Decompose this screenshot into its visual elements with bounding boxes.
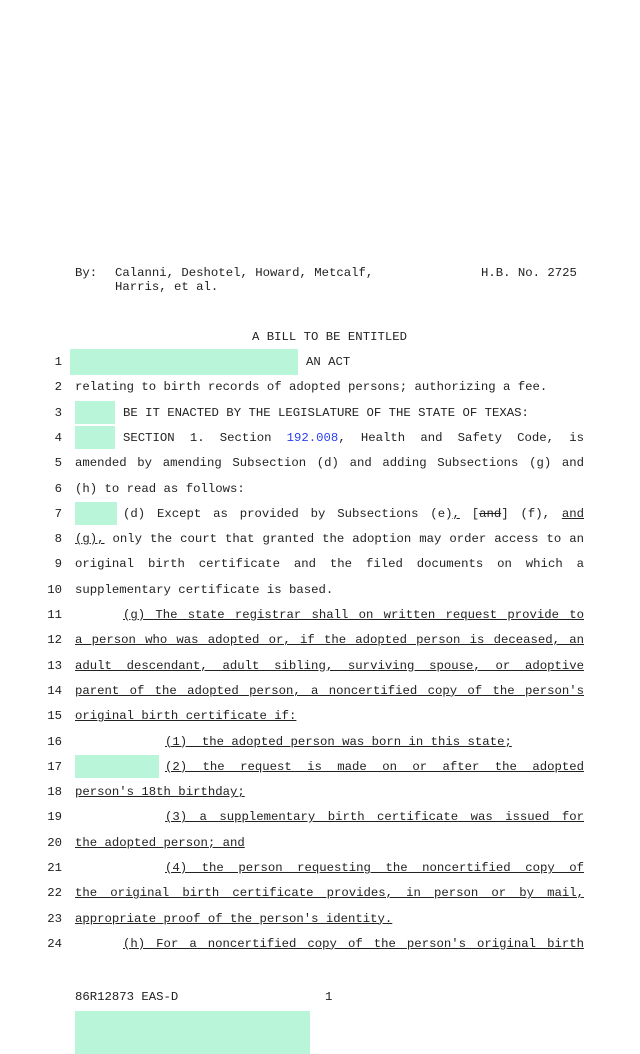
inserted-text: parent of the adopted person, a noncertified copy of the person's — [75, 683, 584, 698]
line-number: 4 — [54, 430, 62, 445]
text-line — [165, 810, 584, 826]
inserted-text: person's 18th birthday; — [75, 785, 245, 800]
page-number: 1 — [325, 990, 333, 1004]
line-number: 10 — [47, 582, 62, 597]
line-number: 9 — [54, 557, 62, 572]
authors-line-2: Harris, et al. — [115, 280, 219, 294]
text-segment: , Health and Safety Code, is — [338, 430, 584, 445]
line-number: 14 — [47, 683, 62, 698]
text-line — [75, 532, 584, 548]
text-segment: ] (f), — [501, 506, 562, 521]
code-section-link[interactable]: 192.008 — [286, 430, 339, 445]
text-line — [75, 709, 584, 725]
inserted-text: appropriate proof of the person's identity. — [75, 911, 393, 926]
text-line — [75, 886, 584, 902]
text-line — [123, 431, 584, 447]
line-number: 22 — [47, 886, 62, 901]
inserted-text: adult descendant, adult sibling, surviving spouse, or adoptive — [75, 658, 584, 673]
struck-text: and — [479, 506, 502, 521]
inserted-text: (4) the person requesting the noncertified copy of — [165, 861, 584, 875]
highlight — [75, 401, 115, 424]
text-line — [75, 836, 584, 852]
line-number: 12 — [47, 633, 62, 648]
text-segment: (d) Except as provided by Subsections (e) — [123, 506, 453, 521]
line-number: 3 — [54, 405, 62, 420]
line-number: 8 — [54, 532, 62, 547]
line-number: 23 — [47, 911, 62, 926]
inserted-text: (3) a supplementary birth certificate was issued for — [165, 810, 584, 825]
text-line — [75, 557, 584, 573]
text-line — [75, 785, 584, 801]
inserted-text: (g), — [75, 532, 105, 547]
document-id: 86R12873 EAS-D — [75, 990, 179, 1004]
line-number: 21 — [47, 861, 62, 875]
inserted-text: (2) the request is made on or after the adopted — [165, 759, 584, 774]
inserted-text: original birth certificate if: — [75, 709, 297, 724]
line-number: 15 — [47, 709, 62, 724]
line-number: 6 — [54, 481, 62, 496]
inserted-text: a person who was adopted or, if the adopted person is deceased, an — [75, 633, 584, 648]
line-number: 17 — [47, 759, 62, 774]
highlight — [75, 502, 117, 525]
inserted-text: (g) The state registrar shall on written request provide to — [123, 608, 584, 622]
text-line — [75, 684, 584, 700]
text-segment: BE IT ENACTED BY THE LEGISLATURE OF THE STATE OF TEXAS: — [123, 405, 529, 420]
text-line — [306, 355, 584, 371]
line-number: 18 — [47, 785, 62, 800]
line-number: 5 — [54, 456, 62, 471]
text-line — [123, 406, 584, 422]
bill-number: H.B. No. 2725 — [481, 266, 577, 280]
line-number: 20 — [47, 835, 62, 850]
text-line — [75, 633, 584, 649]
line-number: 11 — [47, 608, 62, 622]
text-line — [123, 937, 584, 953]
highlight — [75, 426, 115, 449]
line-number: 7 — [54, 506, 62, 521]
line-number: 19 — [47, 810, 62, 825]
inserted-text: , — [452, 506, 460, 521]
bill-title: A BILL TO BE ENTITLED — [252, 330, 407, 344]
text-line — [75, 912, 584, 928]
text-line — [75, 659, 584, 675]
text-segment: supplementary certificate is based. — [75, 582, 334, 597]
text-segment: (h) to read as follows: — [75, 481, 245, 496]
text-line — [75, 456, 584, 472]
text-segment: only the court that granted the adoption may order access to an — [104, 532, 584, 547]
inserted-text: the adopted person; and — [75, 835, 245, 850]
text-line — [75, 482, 584, 498]
inserted-text: (1) the adopted person was born in this state; — [165, 734, 512, 749]
text-line — [75, 380, 584, 396]
highlight — [75, 1011, 310, 1054]
authors-line-1: Calanni, Deshotel, Howard, Metcalf, — [115, 266, 374, 280]
by-label: By: — [75, 266, 98, 280]
line-number: 16 — [47, 734, 62, 749]
highlight — [70, 349, 298, 375]
text-segment: SECTION 1. Section — [123, 430, 287, 445]
text-segment: amended by amending Subsection (d) and adding Subsections (g) and — [75, 456, 584, 471]
inserted-text: (h) For a noncertified copy of the person's original birth — [123, 936, 584, 951]
inserted-text: the original birth certificate provides, in person or by mail, — [75, 886, 584, 901]
text-line — [165, 861, 584, 877]
text-line — [165, 735, 584, 751]
text-segment: [ — [459, 506, 480, 521]
text-line — [165, 760, 584, 776]
line-number: 2 — [54, 380, 62, 395]
line-number: 24 — [47, 936, 62, 951]
text-segment: AN ACT — [306, 355, 351, 369]
text-segment: relating to birth records of adopted persons; authorizing a fee. — [75, 380, 548, 395]
highlight — [75, 755, 159, 778]
text-segment: original birth certificate and the filed documents on which a — [75, 557, 584, 572]
inserted-text: and — [561, 506, 584, 521]
text-line — [123, 507, 584, 523]
line-number: 13 — [47, 658, 62, 673]
text-line — [123, 608, 584, 624]
line-number: 1 — [54, 355, 62, 369]
text-line — [75, 583, 584, 599]
